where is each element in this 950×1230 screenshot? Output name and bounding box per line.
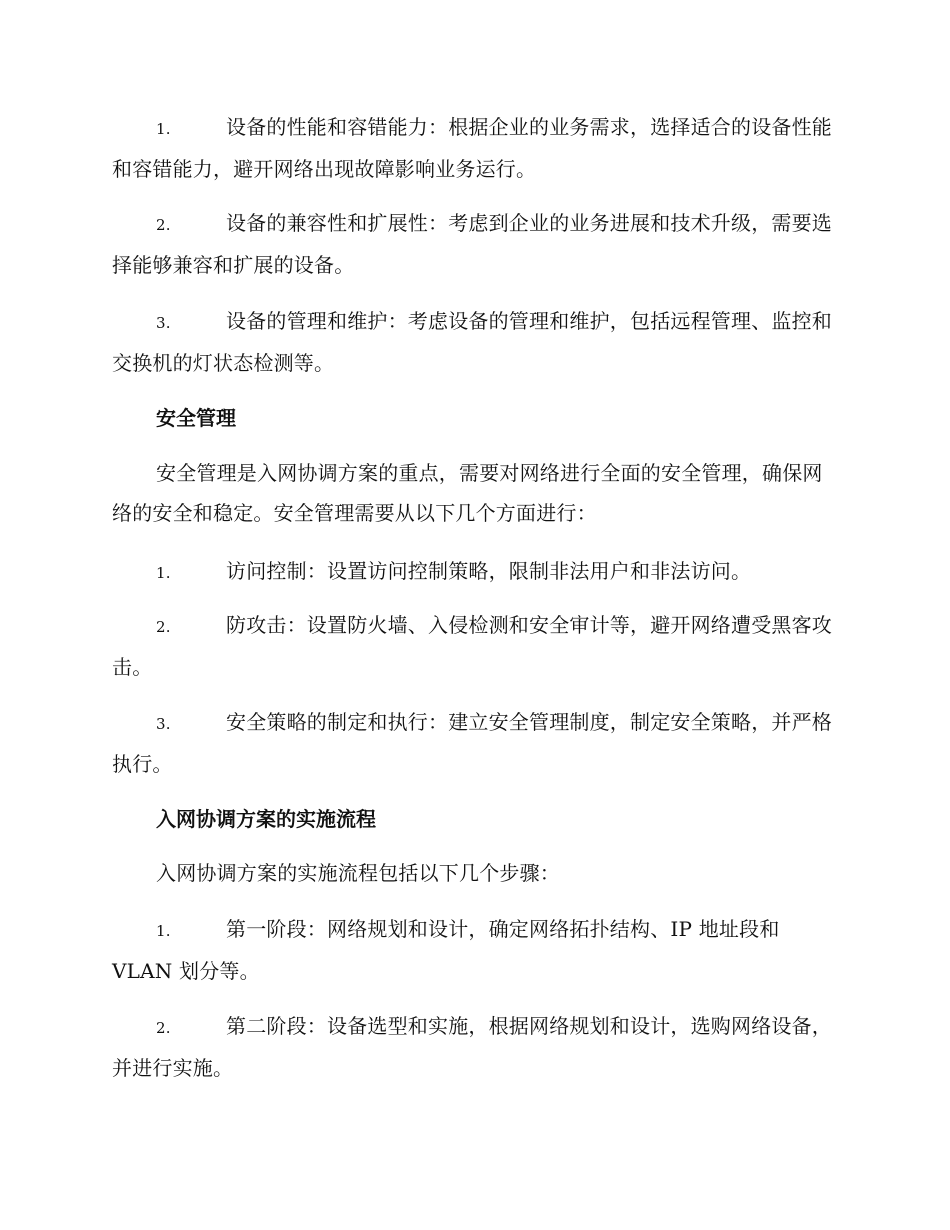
list-number: 2. xyxy=(156,618,171,636)
list-item xyxy=(112,107,832,189)
list-item xyxy=(112,605,832,687)
list-text: 安全策略的制定和执行：建立安全管理制度，制定安全策略，并严格执行。 xyxy=(112,710,832,776)
list-text: 设备的兼容性和扩展性：考虑到企业的业务进展和技术升级，需要选择能够兼容和扩展的设备。 xyxy=(112,211,832,277)
list-text: 第二阶段：设备选型和实施，根据网络规划和设计，选购网络设备，并进行实施。 xyxy=(112,1014,832,1080)
list-item xyxy=(112,1006,832,1088)
security-intro-paragraph: 安全管理是入网协调方案的重点，需要对网络进行全面的安全管理，确保网络的安全和稳定。安全管理需要从以下几个方面进行： xyxy=(112,461,823,525)
section-heading-security: 安全管理 xyxy=(156,406,236,430)
process-intro-paragraph: 入网协调方案的实施流程包括以下几个步骤： xyxy=(156,861,560,885)
list-number: 1. xyxy=(156,564,171,582)
list-item xyxy=(112,301,832,383)
list-item xyxy=(112,702,832,784)
list-item xyxy=(112,203,832,285)
list-text: 第一阶段：网络规划和设计，确定网络拓扑结构、IP 地址段和 VLAN 划分等。 xyxy=(112,917,780,983)
list-item xyxy=(112,551,832,593)
list-number: 2. xyxy=(156,1019,171,1037)
list-text: 防攻击：设置防火墙、入侵检测和安全审计等，避开网络遭受黑客攻击。 xyxy=(112,613,832,679)
list-number: 1. xyxy=(156,120,171,138)
list-number: 3. xyxy=(156,715,171,733)
list-text: 访问控制：设置访问控制策略，限制非法用户和非法访问。 xyxy=(226,559,752,583)
list-text: 设备的管理和维护：考虑设备的管理和维护，包括远程管理、监控和交换机的灯状态检测等。 xyxy=(112,309,832,375)
section-heading-process: 入网协调方案的实施流程 xyxy=(156,807,376,831)
list-number: 1. xyxy=(156,922,171,940)
list-item xyxy=(112,909,832,991)
list-number: 2. xyxy=(156,216,171,234)
list-text: 设备的性能和容错能力：根据企业的业务需求，选择适合的设备性能和容错能力，避开网络出现故障影响业务运行。 xyxy=(112,115,832,181)
list-number: 3. xyxy=(156,314,171,332)
